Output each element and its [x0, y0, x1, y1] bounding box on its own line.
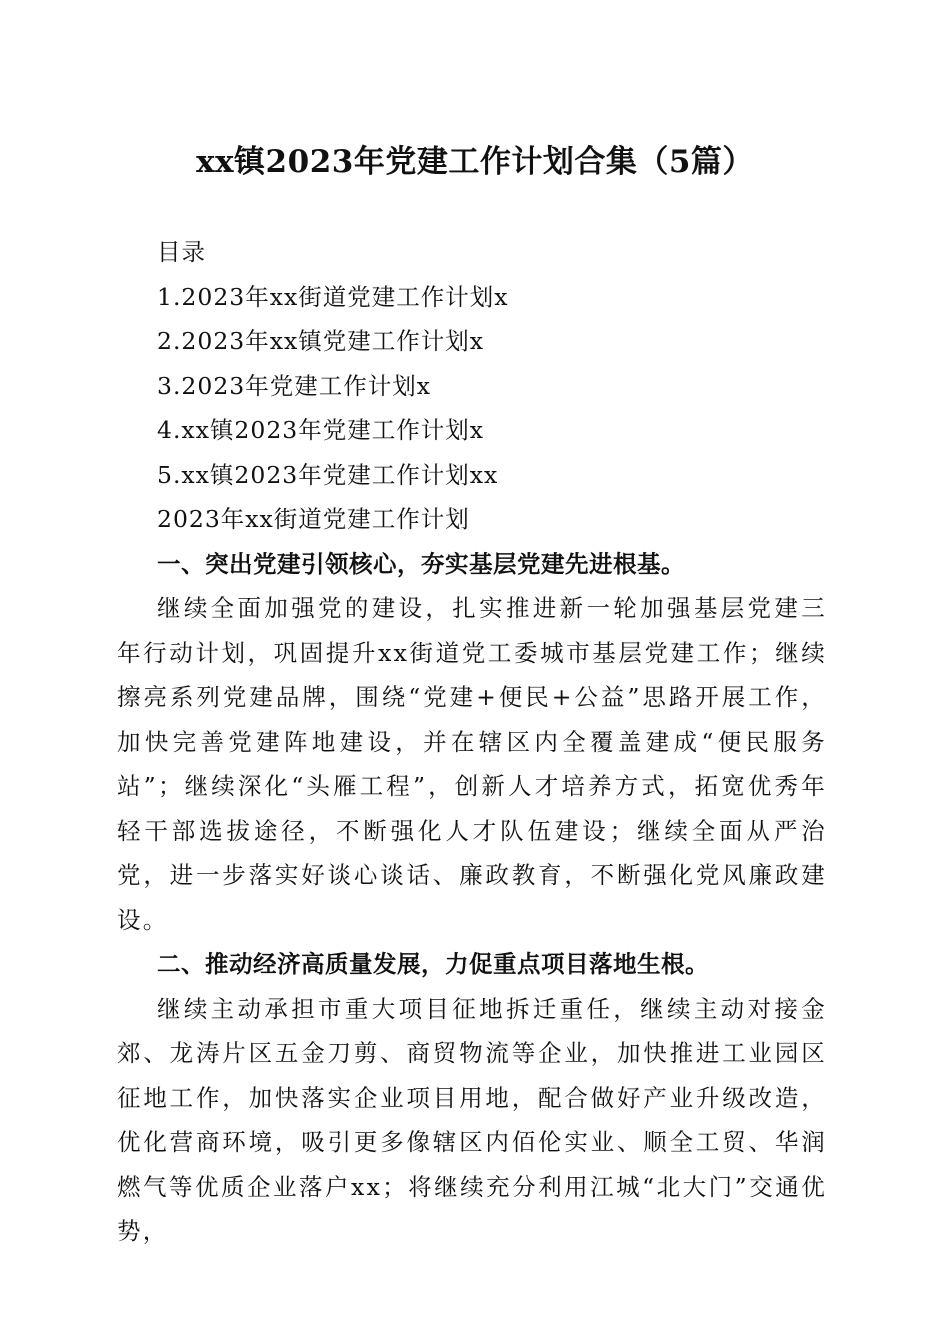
toc-item[interactable]: 2.2023年xx镇党建工作计划x [157, 327, 484, 355]
toc-heading: 目录 [157, 238, 206, 266]
section-heading: 二、推动经济高质量发展，力促重点项目落地生根。 [157, 950, 709, 978]
toc-item[interactable]: 3.2023年党建工作计划x [157, 371, 431, 400]
section-paragraph: 继续全面加强党的建设，扎实推进新一轮加强基层党建三年行动计划，巩固提升xx街道党工委城市基层党建工作；继续擦亮系列党建品牌，围绕“党建+便民+公益”思路开展工作，加快完善党建阵地建设，并在辖区内全覆盖建成“便民服务站”；继续深化“头雁工程”，创新人才培养方式，拓宽优秀年轻干部选拔途径，不断强化人才队伍建设；继续全面从严治党，进一步落实好谈心谈话、廉政教育，不断强化党风廉政建设。 [117, 594, 827, 934]
article-title: 2023年xx街道党建工作计划 [157, 505, 470, 533]
document-title: xx镇2023年党建工作计划合集（5篇） [196, 144, 754, 180]
document-body [117, 230, 827, 1254]
toc-item[interactable]: 1.2023年xx街道党建工作计划x [157, 282, 509, 311]
section-heading: 一、突出党建引领核心，夯实基层党建先进根基。 [157, 549, 685, 578]
section-paragraph: 继续主动承担市重大项目征地拆迁重任，继续主动对接金郊、龙涛片区五金刀剪、商贸物流等企业，加快推进工业园区征地工作，加快落实企业项目用地，配合做好产业升级改造，优化营商环境，吸引更多像辖区内佰伦实业、顺全工贸、华润燃气等优质企业落户xx；将继续充分利用江城“北大门”交通优势， [117, 994, 827, 1245]
toc-item[interactable]: 5.xx镇2023年党建工作计划xx [157, 460, 499, 489]
toc-item[interactable]: 4.xx镇2023年党建工作计划x [157, 416, 484, 444]
